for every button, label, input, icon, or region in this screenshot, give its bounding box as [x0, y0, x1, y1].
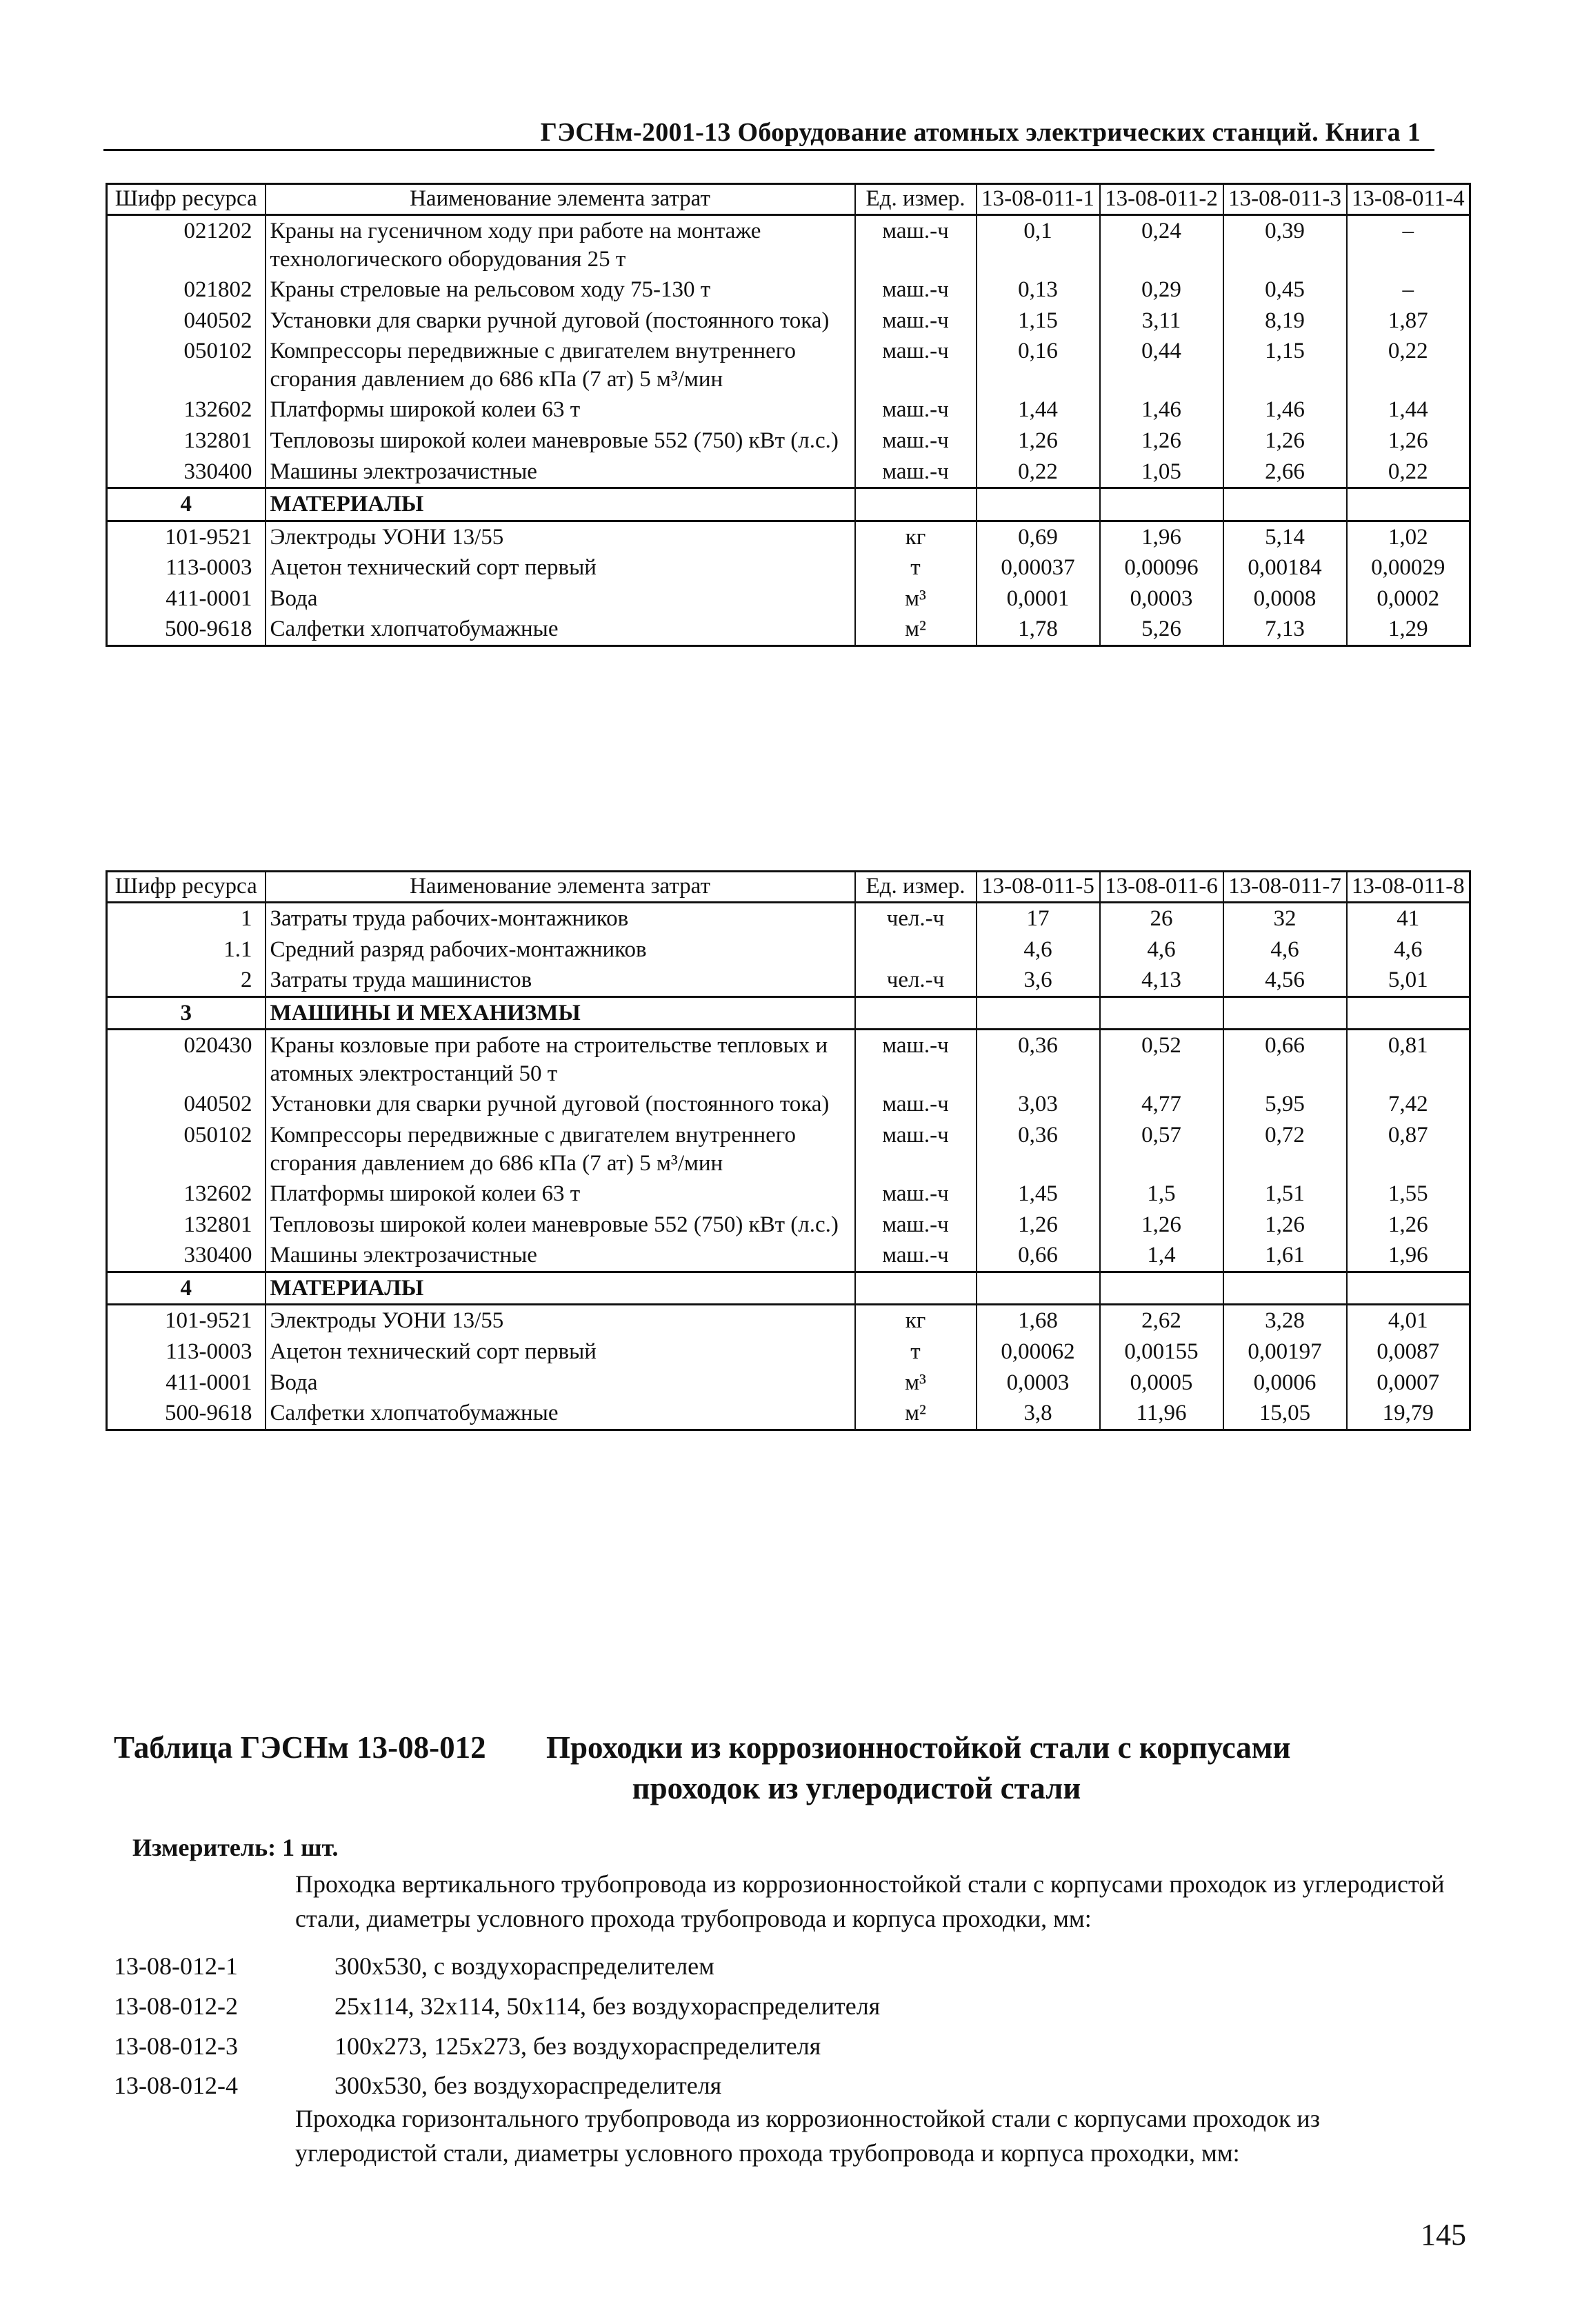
value-cell: 19,79 [1347, 1398, 1470, 1430]
section-row [107, 996, 1470, 1030]
column-header: Шифр ресурса [107, 872, 266, 903]
table-row [107, 583, 1470, 614]
value-cell: 1,68 [977, 1305, 1100, 1336]
section-code: 4 [107, 1272, 266, 1305]
resource-code: 021802 [107, 274, 266, 305]
value-cell: 1,51 [1223, 1179, 1347, 1210]
unit-cell: т [855, 1336, 977, 1368]
value-cell: 3,8 [977, 1398, 1100, 1430]
table-name [546, 1727, 1457, 1808]
machines-rows [107, 214, 1470, 488]
value-cell: 0,22 [1347, 336, 1470, 394]
resource-name: Средний разряд рабочих-монтажников [266, 934, 855, 965]
value-cell: 3,11 [1100, 305, 1223, 337]
value-cell: 0,36 [977, 1120, 1100, 1179]
page-number: 145 [1421, 2218, 1466, 2252]
value-cell: 0,44 [1100, 336, 1223, 394]
value-cell: 0,36 [977, 1030, 1100, 1090]
value-cell: 4,6 [977, 934, 1100, 965]
table-row [107, 1179, 1470, 1210]
column-header: Наименование элемента затрат [266, 184, 855, 215]
materials-rows [107, 1305, 1470, 1430]
value-cell: 1,45 [977, 1179, 1100, 1210]
resource-name: Тепловозы широкой колеи маневровые 552 (750) кВт (л.с.) [266, 1210, 855, 1241]
machines-rows [107, 1030, 1470, 1272]
value-cell: 1,26 [1347, 1210, 1470, 1241]
section-name: МАТЕРИАЛЫ [266, 488, 855, 521]
value-cell: 1,5 [1100, 1179, 1223, 1210]
value-cell: 3,03 [977, 1089, 1100, 1120]
variant-code: 13-08-012-4 [114, 2072, 238, 2099]
resource-code: 040502 [107, 305, 266, 337]
value-cell: 1,46 [1100, 394, 1223, 425]
value-cell: 5,95 [1223, 1089, 1347, 1120]
value-cell: 1,78 [977, 614, 1100, 645]
resource-code: 132801 [107, 425, 266, 457]
resource-name: Краны на гусеничном ходу при работе на монтаже технологического оборудования 25 т [266, 214, 855, 274]
resource-table-2 [106, 870, 1471, 1431]
table-label: Таблица ГЭСНм 13-08-012 [114, 1730, 486, 1765]
value-cell: 1,87 [1347, 305, 1470, 337]
value-cell: 15,05 [1223, 1398, 1347, 1430]
variant-row [114, 2071, 1465, 2105]
table-row [107, 965, 1470, 996]
unit-cell: маш.-ч [855, 1089, 977, 1120]
unit-cell: кг [855, 521, 977, 552]
section-name: МАШИНЫ И МЕХАНИЗМЫ [266, 996, 855, 1030]
value-cell: 5,14 [1223, 521, 1347, 552]
resource-code: 050102 [107, 1120, 266, 1179]
variant-code: 13-08-012-3 [114, 2032, 238, 2060]
value-cell: 0,00037 [977, 552, 1100, 583]
section-name: МАТЕРИАЛЫ [266, 1272, 855, 1305]
resource-name: Машины электрозачистные [266, 1240, 855, 1272]
value-cell: 0,52 [1100, 1030, 1223, 1090]
section-row [107, 1272, 1470, 1305]
value-cell: 0,22 [977, 457, 1100, 488]
resource-code: 113-0003 [107, 552, 266, 583]
value-cell: 5,01 [1347, 965, 1470, 996]
value-cell: 2,62 [1100, 1305, 1223, 1336]
table-row [107, 214, 1470, 274]
value-cell: 0,00096 [1100, 552, 1223, 583]
value-cell: 0,00197 [1223, 1336, 1347, 1368]
unit-cell: маш.-ч [855, 274, 977, 305]
resource-code: 1 [107, 902, 266, 934]
value-cell: 0,24 [1100, 214, 1223, 274]
resource-name: Платформы широкой колеи 63 т [266, 394, 855, 425]
value-cell: 0,0007 [1347, 1368, 1470, 1399]
table-name-line1: Проходки из коррозионностойкой стали с корпусами [546, 1730, 1291, 1765]
resource-code: 330400 [107, 1240, 266, 1272]
table-row [107, 1336, 1470, 1368]
section-row [107, 488, 1470, 521]
resource-code: 132801 [107, 1210, 266, 1241]
meter-label: Измеритель: 1 шт. [132, 1834, 339, 1861]
table-row [107, 614, 1470, 645]
table-row [107, 1240, 1470, 1272]
resource-name: Компрессоры передвижные с двигателем внутреннего сгорания давлением до 686 кПа (7 ат) 5 м³/мин [266, 336, 855, 394]
resource-code: 101-9521 [107, 1305, 266, 1336]
value-cell: 1,15 [977, 305, 1100, 337]
column-header: 13-08-011-1 [977, 184, 1100, 215]
table-row [107, 1089, 1470, 1120]
unit-cell: м² [855, 614, 977, 645]
unit-cell: м² [855, 1398, 977, 1430]
resource-code: 132602 [107, 394, 266, 425]
resource-name: Салфетки хлопчатобумажные [266, 614, 855, 645]
value-cell: 2,66 [1223, 457, 1347, 488]
value-cell: 1,46 [1223, 394, 1347, 425]
value-cell: 0,0002 [1347, 583, 1470, 614]
value-cell: 1,26 [1347, 425, 1470, 457]
resource-code: 020430 [107, 1030, 266, 1090]
table-row [107, 457, 1470, 488]
value-cell: 0,87 [1347, 1120, 1470, 1179]
column-header: Шифр ресурса [107, 184, 266, 215]
unit-cell: маш.-ч [855, 1179, 977, 1210]
unit-cell: кг [855, 1305, 977, 1336]
resource-code: 500-9618 [107, 1398, 266, 1430]
resource-name: Установки для сварки ручной дуговой (постоянного тока) [266, 305, 855, 337]
labor-rows [107, 902, 1470, 996]
resource-code: 101-9521 [107, 521, 266, 552]
value-cell: 0,29 [1100, 274, 1223, 305]
value-cell: 0,66 [977, 1240, 1100, 1272]
value-cell: 0,0003 [1100, 583, 1223, 614]
value-cell: 3,28 [1223, 1305, 1347, 1336]
value-cell: – [1347, 214, 1470, 274]
table-header-row [107, 184, 1470, 215]
value-cell: 4,6 [1223, 934, 1347, 965]
value-cell: 32 [1223, 902, 1347, 934]
value-cell: 1,26 [977, 1210, 1100, 1241]
table-row [107, 1368, 1470, 1399]
value-cell: 0,69 [977, 521, 1100, 552]
value-cell: 1,02 [1347, 521, 1470, 552]
resource-code: 1.1 [107, 934, 266, 965]
unit-cell: маш.-ч [855, 1210, 977, 1241]
column-header: 13-08-011-6 [1100, 872, 1223, 903]
resource-code: 132602 [107, 1179, 266, 1210]
value-cell: 0,1 [977, 214, 1100, 274]
value-cell: 0,45 [1223, 274, 1347, 305]
table-row [107, 1398, 1470, 1430]
value-cell: 0,0003 [977, 1368, 1100, 1399]
unit-cell: маш.-ч [855, 214, 977, 274]
value-cell: 8,19 [1223, 305, 1347, 337]
value-cell: 1,44 [1347, 394, 1470, 425]
value-cell: 4,6 [1347, 934, 1470, 965]
resource-table-1 [106, 183, 1471, 647]
variant-code: 13-08-012-1 [114, 1952, 238, 1980]
column-header: 13-08-011-3 [1223, 184, 1347, 215]
value-cell: 1,26 [1223, 1210, 1347, 1241]
resource-name: Затраты труда машинистов [266, 965, 855, 996]
value-cell: 1,15 [1223, 336, 1347, 394]
resource-code: 040502 [107, 1089, 266, 1120]
resource-name: Краны козловые при работе на строительстве тепловых и атомных электростанций 50 т [266, 1030, 855, 1090]
value-cell: 1,26 [1223, 425, 1347, 457]
value-cell: 0,0006 [1223, 1368, 1347, 1399]
variant-code: 13-08-012-2 [114, 1992, 238, 2020]
resource-name: Машины электрозачистные [266, 457, 855, 488]
resource-name: Компрессоры передвижные с двигателем внутреннего сгорания давлением до 686 кПа (7 ат) 5 м³/мин [266, 1120, 855, 1179]
value-cell: 0,0005 [1100, 1368, 1223, 1399]
unit-cell: чел.-ч [855, 965, 977, 996]
value-cell: 26 [1100, 902, 1223, 934]
materials-rows [107, 521, 1470, 645]
table-row [107, 1120, 1470, 1179]
resource-name: Электроды УОНИ 13/55 [266, 1305, 855, 1336]
resource-name: Вода [266, 583, 855, 614]
unit-cell: чел.-ч [855, 902, 977, 934]
variant-row [114, 2032, 1465, 2066]
table-name-line2: проходок из углеродистой стали [632, 1770, 1081, 1805]
resource-code: 411-0001 [107, 583, 266, 614]
value-cell: 0,0001 [977, 583, 1100, 614]
unit-cell: маш.-ч [855, 1030, 977, 1090]
resource-name: Салфетки хлопчатобумажные [266, 1398, 855, 1430]
value-cell: 1,55 [1347, 1179, 1470, 1210]
unit-cell: маш.-ч [855, 425, 977, 457]
value-cell: 4,13 [1100, 965, 1223, 996]
unit-cell: маш.-ч [855, 457, 977, 488]
value-cell: 4,6 [1100, 934, 1223, 965]
unit-cell: маш.-ч [855, 394, 977, 425]
resource-code: 500-9618 [107, 614, 266, 645]
running-title: ГЭСНм-2001-13 Оборудование атомных электрических станций. Книга 1 [540, 118, 1421, 147]
resource-name: Ацетон технический сорт первый [266, 552, 855, 583]
variant-text: 300x530, без воздухораспределителя [334, 2072, 722, 2099]
value-cell: 1,29 [1347, 614, 1470, 645]
table-row [107, 336, 1470, 394]
column-header: Наименование элемента затрат [266, 872, 855, 903]
value-cell: 1,4 [1100, 1240, 1223, 1272]
variant-text: 100x273, 125x273, без воздухораспределителя [334, 2032, 821, 2060]
resource-name: Затраты труда рабочих-монтажников [266, 902, 855, 934]
resource-name: Ацетон технический сорт первый [266, 1336, 855, 1368]
unit-cell: м³ [855, 1368, 977, 1399]
resource-code: 330400 [107, 457, 266, 488]
value-cell: 0,66 [1223, 1030, 1347, 1090]
value-cell: 0,39 [1223, 214, 1347, 274]
resource-name: Электроды УОНИ 13/55 [266, 521, 855, 552]
resource-name: Краны стреловые на рельсовом ходу 75-130 т [266, 274, 855, 305]
value-cell: 0,00155 [1100, 1336, 1223, 1368]
resource-code: 2 [107, 965, 266, 996]
running-header [103, 110, 1434, 151]
variant-row [114, 1992, 1465, 2026]
unit-cell: маш.-ч [855, 1240, 977, 1272]
unit-cell: маш.-ч [855, 1120, 977, 1179]
table-row [107, 1305, 1470, 1336]
table-row [107, 552, 1470, 583]
unit-cell [855, 934, 977, 965]
value-cell: 1,26 [1100, 425, 1223, 457]
value-cell: 0,81 [1347, 1030, 1470, 1090]
resource-code: 050102 [107, 336, 266, 394]
value-cell: 11,96 [1100, 1398, 1223, 1430]
table-row [107, 902, 1470, 934]
value-cell: 0,72 [1223, 1120, 1347, 1179]
table-row [107, 394, 1470, 425]
value-cell: 4,56 [1223, 965, 1347, 996]
variant-text: 25x114, 32x114, 50x114, без воздухораспределителя [334, 1992, 881, 2020]
value-cell: 0,0087 [1347, 1336, 1470, 1368]
value-cell: 5,26 [1100, 614, 1223, 645]
value-cell: 0,22 [1347, 457, 1470, 488]
unit-cell: т [855, 552, 977, 583]
resource-code: 021202 [107, 214, 266, 274]
resource-name: Тепловозы широкой колеи маневровые 552 (750) кВт (л.с.) [266, 425, 855, 457]
value-cell: 0,16 [977, 336, 1100, 394]
value-cell: 0,00029 [1347, 552, 1470, 583]
table-row [107, 521, 1470, 552]
table-row [107, 934, 1470, 965]
table-row [107, 274, 1470, 305]
value-cell: 1,96 [1347, 1240, 1470, 1272]
variant-row [114, 1952, 1465, 1986]
table-header-row [107, 872, 1470, 903]
unit-cell: маш.-ч [855, 305, 977, 337]
resource-code: 113-0003 [107, 1336, 266, 1368]
column-header: 13-08-011-5 [977, 872, 1100, 903]
value-cell: 1,05 [1100, 457, 1223, 488]
value-cell: 1,96 [1100, 521, 1223, 552]
value-cell: – [1347, 274, 1470, 305]
column-header: 13-08-011-4 [1347, 184, 1470, 215]
resource-name: Платформы широкой колеи 63 т [266, 1179, 855, 1210]
column-header: 13-08-011-7 [1223, 872, 1347, 903]
value-cell: 0,00184 [1223, 552, 1347, 583]
value-cell: 7,42 [1347, 1089, 1470, 1120]
value-cell: 1,26 [1100, 1210, 1223, 1241]
value-cell: 0,0008 [1223, 583, 1347, 614]
table-row [107, 1030, 1470, 1090]
intro-horizontal: Проходка горизонтального трубопровода из коррозионностойкой стали с корпусами проходок из углеродистой стали, диаметры условного прохода трубопровода и корпуса проходки, мм: [295, 2105, 1320, 2167]
column-header: 13-08-011-8 [1347, 872, 1470, 903]
column-header: Ед. измер. [855, 184, 977, 215]
column-header: 13-08-011-2 [1100, 184, 1223, 215]
value-cell: 3,6 [977, 965, 1100, 996]
value-cell: 17 [977, 902, 1100, 934]
intro-vertical: Проходка вертикального трубопровода из коррозионностойкой стали с корпусами проходок из углеродистой стали, диаметры условного прохода трубопровода и корпуса проходки, мм: [295, 1870, 1445, 1932]
unit-cell: маш.-ч [855, 336, 977, 394]
resource-name: Установки для сварки ручной дуговой (постоянного тока) [266, 1089, 855, 1120]
value-cell: 0,13 [977, 274, 1100, 305]
value-cell: 1,44 [977, 394, 1100, 425]
variant-text: 300x530, с воздухораспределителем [334, 1952, 714, 1980]
value-cell: 0,00062 [977, 1336, 1100, 1368]
section-code: 4 [107, 488, 266, 521]
value-cell: 7,13 [1223, 614, 1347, 645]
column-header: Ед. измер. [855, 872, 977, 903]
value-cell: 1,61 [1223, 1240, 1347, 1272]
resource-name: Вода [266, 1368, 855, 1399]
value-cell: 0,57 [1100, 1120, 1223, 1179]
value-cell: 4,77 [1100, 1089, 1223, 1120]
value-cell: 4,01 [1347, 1305, 1470, 1336]
unit-cell: м³ [855, 583, 977, 614]
section-code: 3 [107, 996, 266, 1030]
resource-code: 411-0001 [107, 1368, 266, 1399]
table-row [107, 425, 1470, 457]
value-cell: 41 [1347, 902, 1470, 934]
value-cell: 1,26 [977, 425, 1100, 457]
table-row [107, 305, 1470, 337]
table-row [107, 1210, 1470, 1241]
